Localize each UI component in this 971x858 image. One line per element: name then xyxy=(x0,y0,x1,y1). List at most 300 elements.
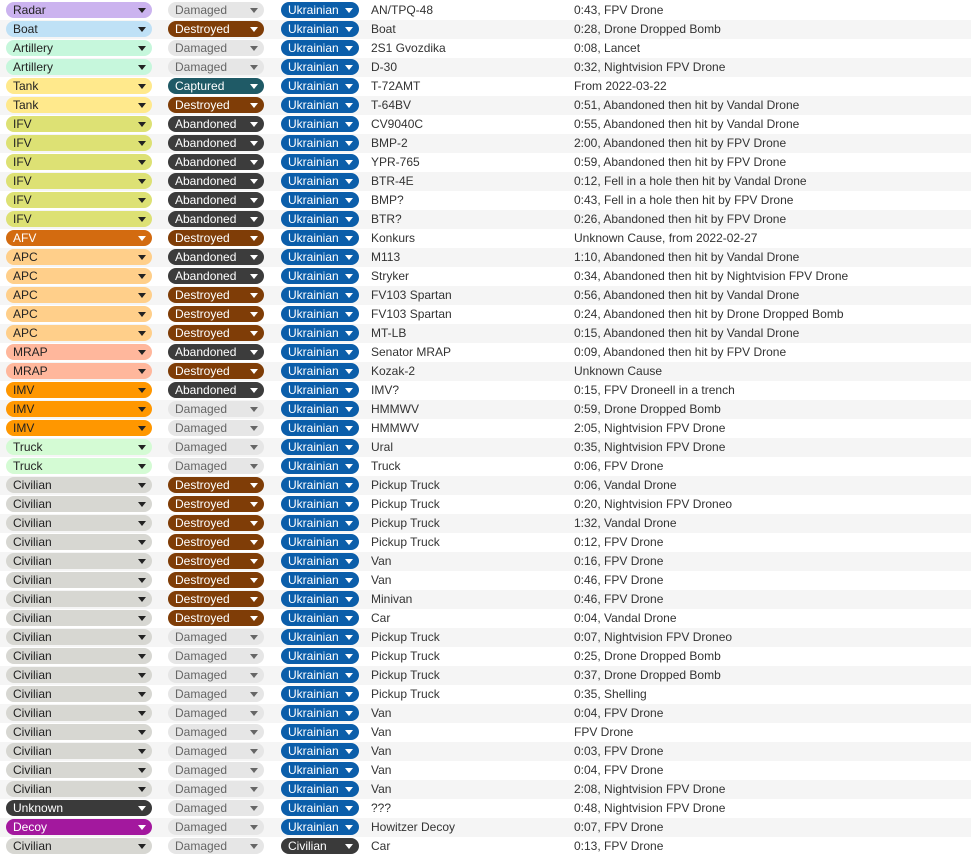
side-dropdown[interactable] xyxy=(281,325,359,341)
chevron-down-icon xyxy=(250,312,258,317)
side-value: Ukrainian xyxy=(288,98,339,112)
status-dropdown[interactable] xyxy=(168,192,264,208)
status-dropdown[interactable] xyxy=(168,59,264,75)
side-value: Ukrainian xyxy=(288,763,339,777)
cause-cell[interactable]: 0:55, Abandoned then hit by Vandal Drone xyxy=(574,117,800,131)
chevron-down-icon xyxy=(345,502,353,507)
status-dropdown[interactable] xyxy=(168,344,264,360)
chevron-down-icon xyxy=(345,8,353,13)
equipment-cell[interactable]: Pickup Truck xyxy=(371,668,440,682)
equipment-cell[interactable]: ??? xyxy=(371,801,392,815)
type-dropdown[interactable] xyxy=(6,477,152,493)
status-dropdown[interactable] xyxy=(168,724,264,740)
type-value: Civilian xyxy=(13,630,52,644)
status-dropdown[interactable] xyxy=(168,591,264,607)
type-value: Radar xyxy=(13,3,46,17)
chevron-down-icon xyxy=(345,426,353,431)
side-dropdown[interactable] xyxy=(281,496,359,512)
status-value: Damaged xyxy=(175,459,228,473)
cause-cell[interactable]: 0:13, FPV Drone xyxy=(574,839,664,853)
type-dropdown[interactable] xyxy=(6,610,152,626)
cause-cell[interactable]: 0:12, FPV Drone xyxy=(574,535,664,549)
table-row xyxy=(0,704,971,723)
chevron-down-icon xyxy=(250,217,258,222)
status-dropdown[interactable] xyxy=(168,515,264,531)
table-row xyxy=(0,590,971,609)
chevron-down-icon xyxy=(250,65,258,70)
status-dropdown[interactable] xyxy=(168,116,264,132)
table-row xyxy=(0,39,971,58)
cause-cell[interactable]: 0:03, FPV Drone xyxy=(574,744,664,758)
side-dropdown[interactable] xyxy=(281,382,359,398)
cause-cell[interactable]: 0:06, FPV Drone xyxy=(574,459,664,473)
type-dropdown[interactable] xyxy=(6,762,152,778)
chevron-down-icon xyxy=(138,388,146,393)
chevron-down-icon xyxy=(138,806,146,811)
cause-cell[interactable]: 0:04, FPV Drone xyxy=(574,763,664,777)
table-row xyxy=(0,419,971,438)
chevron-down-icon xyxy=(345,217,353,222)
cause-cell[interactable]: 0:09, Abandoned then hit by FPV Drone xyxy=(574,345,787,359)
side-value: Ukrainian xyxy=(288,364,339,378)
cause-cell[interactable]: 2:08, Nightvision FPV Drone xyxy=(574,782,726,796)
cause-cell[interactable]: 0:16, FPV Drone xyxy=(574,554,664,568)
chevron-down-icon xyxy=(345,673,353,678)
side-dropdown[interactable] xyxy=(281,287,359,303)
table-row xyxy=(0,457,971,476)
equipment-cell[interactable]: Howitzer Decoy xyxy=(371,820,456,834)
equipment-cell[interactable]: Van xyxy=(371,725,392,739)
side-value: Ukrainian xyxy=(288,535,339,549)
cause-cell[interactable]: 0:08, Lancet xyxy=(574,41,641,55)
type-value: Civilian xyxy=(13,706,52,720)
status-dropdown[interactable] xyxy=(168,439,264,455)
type-value: Civilian xyxy=(13,478,52,492)
status-dropdown[interactable] xyxy=(168,97,264,113)
cause-cell[interactable]: 1:32, Vandal Drone xyxy=(574,516,677,530)
type-dropdown[interactable] xyxy=(6,724,152,740)
equipment-cell[interactable]: Boat xyxy=(371,22,396,36)
status-dropdown[interactable] xyxy=(168,838,264,854)
type-dropdown[interactable] xyxy=(6,287,152,303)
status-dropdown[interactable] xyxy=(168,819,264,835)
equipment-cell[interactable]: FV103 Spartan xyxy=(371,288,452,302)
status-dropdown[interactable] xyxy=(168,306,264,322)
status-dropdown[interactable] xyxy=(168,648,264,664)
side-dropdown[interactable] xyxy=(281,344,359,360)
type-value: Civilian xyxy=(13,649,52,663)
equipment-cell[interactable]: Konkurs xyxy=(371,231,416,245)
equipment-cell[interactable]: Kozak-2 xyxy=(371,364,416,378)
cause-cell[interactable]: FPV Drone xyxy=(574,725,634,739)
status-dropdown[interactable] xyxy=(168,21,264,37)
type-dropdown[interactable] xyxy=(6,401,152,417)
type-dropdown[interactable] xyxy=(6,173,152,189)
cause-cell[interactable]: 0:12, Fell in a hole then hit by Vandal Drone xyxy=(574,174,807,188)
status-dropdown[interactable] xyxy=(168,477,264,493)
equipment-cell[interactable]: Car xyxy=(371,839,391,853)
side-dropdown[interactable] xyxy=(281,705,359,721)
cause-cell[interactable]: 0:51, Abandoned then hit by Vandal Drone xyxy=(574,98,800,112)
chevron-down-icon xyxy=(345,616,353,621)
status-dropdown[interactable] xyxy=(168,154,264,170)
type-dropdown[interactable] xyxy=(6,249,152,265)
equipment-cell[interactable]: Pickup Truck xyxy=(371,630,440,644)
side-dropdown[interactable] xyxy=(281,154,359,170)
side-dropdown[interactable] xyxy=(281,2,359,18)
chevron-down-icon xyxy=(250,103,258,108)
status-dropdown[interactable] xyxy=(168,230,264,246)
cause-cell[interactable]: 0:56, Abandoned then hit by Vandal Drone xyxy=(574,288,800,302)
status-dropdown[interactable] xyxy=(168,211,264,227)
table-row xyxy=(0,837,971,856)
cause-cell[interactable]: 0:59, Abandoned then hit by FPV Drone xyxy=(574,155,787,169)
side-dropdown[interactable] xyxy=(281,743,359,759)
status-value: Abandoned xyxy=(175,345,237,359)
side-dropdown[interactable] xyxy=(281,420,359,436)
type-dropdown[interactable] xyxy=(6,458,152,474)
type-dropdown[interactable] xyxy=(6,553,152,569)
chevron-down-icon xyxy=(250,464,258,469)
side-dropdown[interactable] xyxy=(281,458,359,474)
chevron-down-icon xyxy=(138,597,146,602)
side-dropdown[interactable] xyxy=(281,211,359,227)
side-dropdown[interactable] xyxy=(281,686,359,702)
equipment-cell[interactable]: BMP? xyxy=(371,193,404,207)
status-value: Damaged xyxy=(175,744,228,758)
type-dropdown[interactable] xyxy=(6,648,152,664)
type-dropdown[interactable] xyxy=(6,420,152,436)
cause-cell[interactable]: 0:25, Drone Dropped Bomb xyxy=(574,649,721,663)
type-dropdown[interactable] xyxy=(6,192,152,208)
equipment-cell[interactable]: YPR-765 xyxy=(371,155,420,169)
status-dropdown[interactable] xyxy=(168,249,264,265)
equipment-cell[interactable]: Van xyxy=(371,706,392,720)
status-dropdown[interactable] xyxy=(168,173,264,189)
table-row xyxy=(0,628,971,647)
side-dropdown[interactable] xyxy=(281,401,359,417)
type-dropdown[interactable] xyxy=(6,705,152,721)
equipment-cell[interactable]: MT-LB xyxy=(371,326,407,340)
status-dropdown[interactable] xyxy=(168,325,264,341)
side-dropdown[interactable] xyxy=(281,762,359,778)
side-dropdown[interactable] xyxy=(281,192,359,208)
type-value: Civilian xyxy=(13,497,52,511)
type-dropdown[interactable] xyxy=(6,97,152,113)
side-dropdown[interactable] xyxy=(281,572,359,588)
side-dropdown[interactable] xyxy=(281,40,359,56)
type-value: IMV xyxy=(13,402,35,416)
equipment-cell[interactable]: Stryker xyxy=(371,269,410,283)
status-dropdown[interactable] xyxy=(168,363,264,379)
chevron-down-icon xyxy=(345,711,353,716)
cause-cell[interactable]: 1:10, Abandoned then hit by Vandal Drone xyxy=(574,250,800,264)
chevron-down-icon xyxy=(345,692,353,697)
type-dropdown[interactable] xyxy=(6,496,152,512)
equipment-cell[interactable]: AN/TPQ-48 xyxy=(371,3,434,17)
type-dropdown[interactable] xyxy=(6,534,152,550)
type-dropdown[interactable] xyxy=(6,268,152,284)
cause-cell[interactable]: 0:48, Nightvision FPV Drone xyxy=(574,801,726,815)
type-dropdown[interactable] xyxy=(6,344,152,360)
type-value: Civilian xyxy=(13,535,52,549)
cause-cell[interactable]: 0:46, FPV Drone xyxy=(574,592,664,606)
side-dropdown[interactable] xyxy=(281,838,359,854)
side-value: Ukrainian xyxy=(288,744,339,758)
type-dropdown[interactable] xyxy=(6,781,152,797)
side-dropdown[interactable] xyxy=(281,173,359,189)
type-value: Boat xyxy=(13,22,38,36)
type-dropdown[interactable] xyxy=(6,838,152,854)
chevron-down-icon xyxy=(138,160,146,165)
equipment-cell[interactable]: CV9040C xyxy=(371,117,424,131)
cause-cell[interactable]: 0:06, Vandal Drone xyxy=(574,478,677,492)
type-value: Unknown xyxy=(13,801,64,815)
status-value: Damaged xyxy=(175,649,228,663)
table-row xyxy=(0,780,971,799)
side-value: Ukrainian xyxy=(288,573,339,587)
status-dropdown[interactable] xyxy=(168,572,264,588)
chevron-down-icon xyxy=(250,122,258,127)
cause-cell[interactable]: From 2022-03-22 xyxy=(574,79,667,93)
cause-cell[interactable]: 0:28, Drone Dropped Bomb xyxy=(574,22,721,36)
side-dropdown[interactable] xyxy=(281,667,359,683)
status-value: Damaged xyxy=(175,41,228,55)
equipment-cell[interactable]: D-30 xyxy=(371,60,398,74)
side-dropdown[interactable] xyxy=(281,439,359,455)
type-dropdown[interactable] xyxy=(6,2,152,18)
equipment-cell[interactable]: T-64BV xyxy=(371,98,412,112)
type-dropdown[interactable] xyxy=(6,667,152,683)
cause-cell[interactable]: 0:35, Shelling xyxy=(574,687,647,701)
side-dropdown[interactable] xyxy=(281,97,359,113)
chevron-down-icon xyxy=(250,255,258,260)
cause-cell[interactable]: 0:59, Drone Dropped Bomb xyxy=(574,402,721,416)
type-dropdown[interactable] xyxy=(6,819,152,835)
equipment-cell[interactable]: Van xyxy=(371,744,392,758)
equipment-cell[interactable]: FV103 Spartan xyxy=(371,307,452,321)
equipment-cell[interactable]: HMMWV xyxy=(371,421,419,435)
status-dropdown[interactable] xyxy=(168,800,264,816)
chevron-down-icon xyxy=(345,407,353,412)
chevron-down-icon xyxy=(250,274,258,279)
status-dropdown[interactable] xyxy=(168,686,264,702)
side-dropdown[interactable] xyxy=(281,268,359,284)
type-dropdown[interactable] xyxy=(6,591,152,607)
cause-cell[interactable]: 0:24, Abandoned then hit by Drone Dropped Bomb xyxy=(574,307,844,321)
type-value: IFV xyxy=(13,136,32,150)
chevron-down-icon xyxy=(345,236,353,241)
side-dropdown[interactable] xyxy=(281,21,359,37)
chevron-down-icon xyxy=(250,521,258,526)
side-dropdown[interactable] xyxy=(281,515,359,531)
table-row xyxy=(0,1,971,20)
cause-cell[interactable]: 0:35, Nightvision FPV Drone xyxy=(574,440,726,454)
status-dropdown[interactable] xyxy=(168,496,264,512)
type-dropdown[interactable] xyxy=(6,572,152,588)
equipment-cell[interactable]: T-72AMT xyxy=(371,79,421,93)
side-dropdown[interactable] xyxy=(281,116,359,132)
status-dropdown[interactable] xyxy=(168,382,264,398)
chevron-down-icon xyxy=(250,597,258,602)
cause-cell[interactable]: 0:32, Nightvision FPV Drone xyxy=(574,60,726,74)
equipment-cell[interactable]: Pickup Truck xyxy=(371,649,440,663)
equipment-cell[interactable]: Pickup Truck xyxy=(371,516,440,530)
type-dropdown[interactable] xyxy=(6,230,152,246)
status-dropdown[interactable] xyxy=(168,534,264,550)
status-value: Damaged xyxy=(175,421,228,435)
cause-cell[interactable]: 2:05, Nightvision FPV Drone xyxy=(574,421,726,435)
equipment-cell[interactable]: Senator MRAP xyxy=(371,345,452,359)
equipment-cell[interactable]: Van xyxy=(371,763,392,777)
cause-cell[interactable]: 0:26, Abandoned then hit by FPV Drone xyxy=(574,212,787,226)
type-dropdown[interactable] xyxy=(6,306,152,322)
side-dropdown[interactable] xyxy=(281,306,359,322)
chevron-down-icon xyxy=(345,844,353,849)
cause-cell[interactable]: 0:34, Abandoned then hit by Nightvision FPV Drone xyxy=(574,269,849,283)
status-dropdown[interactable] xyxy=(168,268,264,284)
chevron-down-icon xyxy=(250,616,258,621)
equipment-cell[interactable]: Ural xyxy=(371,440,394,454)
status-dropdown[interactable] xyxy=(168,743,264,759)
type-dropdown[interactable] xyxy=(6,116,152,132)
type-value: Civilian xyxy=(13,592,52,606)
side-dropdown[interactable] xyxy=(281,534,359,550)
cause-cell[interactable]: 0:04, FPV Drone xyxy=(574,706,664,720)
status-dropdown[interactable] xyxy=(168,40,264,56)
cause-cell[interactable]: 0:07, FPV Drone xyxy=(574,820,664,834)
status-dropdown[interactable] xyxy=(168,2,264,18)
type-dropdown[interactable] xyxy=(6,211,152,227)
status-dropdown[interactable] xyxy=(168,629,264,645)
status-dropdown[interactable] xyxy=(168,420,264,436)
status-dropdown[interactable] xyxy=(168,762,264,778)
status-value: Damaged xyxy=(175,3,228,17)
type-dropdown[interactable] xyxy=(6,154,152,170)
cause-cell[interactable]: Unknown Cause, from 2022-02-27 xyxy=(574,231,758,245)
status-dropdown[interactable] xyxy=(168,287,264,303)
type-dropdown[interactable] xyxy=(6,629,152,645)
cause-cell[interactable]: 0:37, Drone Dropped Bomb xyxy=(574,668,721,682)
side-dropdown[interactable] xyxy=(281,553,359,569)
table-row xyxy=(0,210,971,229)
type-dropdown[interactable] xyxy=(6,800,152,816)
status-dropdown[interactable] xyxy=(168,667,264,683)
equipment-cell[interactable]: Pickup Truck xyxy=(371,535,440,549)
status-dropdown[interactable] xyxy=(168,610,264,626)
equipment-cell[interactable]: M113 xyxy=(371,250,401,264)
equipment-cell[interactable]: Minivan xyxy=(371,592,413,606)
side-dropdown[interactable] xyxy=(281,249,359,265)
equipment-cell[interactable]: IMV? xyxy=(371,383,400,397)
equipment-cell[interactable]: Car xyxy=(371,611,391,625)
equipment-cell[interactable]: HMMWV xyxy=(371,402,419,416)
side-dropdown[interactable] xyxy=(281,477,359,493)
side-dropdown[interactable] xyxy=(281,629,359,645)
side-dropdown[interactable] xyxy=(281,648,359,664)
status-dropdown[interactable] xyxy=(168,401,264,417)
type-dropdown[interactable] xyxy=(6,439,152,455)
equipment-cell[interactable]: Van xyxy=(371,573,392,587)
side-value: Ukrainian xyxy=(288,497,339,511)
type-dropdown[interactable] xyxy=(6,78,152,94)
cause-cell[interactable]: 0:07, Nightvision FPV Droneo xyxy=(574,630,733,644)
status-dropdown[interactable] xyxy=(168,78,264,94)
cause-cell[interactable]: 0:43, Fell in a hole then hit by FPV Drone xyxy=(574,193,794,207)
cause-cell[interactable]: 0:04, Vandal Drone xyxy=(574,611,677,625)
equipment-cell[interactable]: Truck xyxy=(371,459,401,473)
side-dropdown[interactable] xyxy=(281,800,359,816)
type-dropdown[interactable] xyxy=(6,382,152,398)
status-dropdown[interactable] xyxy=(168,135,264,151)
side-dropdown[interactable] xyxy=(281,781,359,797)
status-value: Abandoned xyxy=(175,174,237,188)
side-value: Ukrainian xyxy=(288,687,339,701)
cause-cell[interactable]: 2:00, Abandoned then hit by FPV Drone xyxy=(574,136,787,150)
chevron-down-icon xyxy=(138,103,146,108)
status-dropdown[interactable] xyxy=(168,781,264,797)
side-dropdown[interactable] xyxy=(281,591,359,607)
cause-cell[interactable]: Unknown Cause xyxy=(574,364,663,378)
cause-cell[interactable]: 0:46, FPV Drone xyxy=(574,573,664,587)
equipment-cell[interactable]: Van xyxy=(371,782,392,796)
equipment-cell[interactable]: BTR-4E xyxy=(371,174,414,188)
chevron-down-icon xyxy=(138,65,146,70)
cause-cell[interactable]: 0:43, FPV Drone xyxy=(574,3,664,17)
type-dropdown[interactable] xyxy=(6,40,152,56)
type-dropdown[interactable] xyxy=(6,135,152,151)
type-dropdown[interactable] xyxy=(6,363,152,379)
table-row xyxy=(0,248,971,267)
cause-cell[interactable]: 0:15, Abandoned then hit by Vandal Drone xyxy=(574,326,800,340)
chevron-down-icon xyxy=(345,293,353,298)
side-dropdown[interactable] xyxy=(281,610,359,626)
type-value: Artillery xyxy=(13,41,54,55)
type-dropdown[interactable] xyxy=(6,515,152,531)
status-dropdown[interactable] xyxy=(168,553,264,569)
equipment-cell[interactable]: Pickup Truck xyxy=(371,478,440,492)
side-dropdown[interactable] xyxy=(281,724,359,740)
equipment-cell[interactable]: BMP-2 xyxy=(371,136,408,150)
type-dropdown[interactable] xyxy=(6,686,152,702)
equipment-cell[interactable]: BTR? xyxy=(371,212,402,226)
table-row xyxy=(0,609,971,628)
table-row xyxy=(0,438,971,457)
side-dropdown[interactable] xyxy=(281,78,359,94)
table-row xyxy=(0,172,971,191)
equipment-cell[interactable]: Pickup Truck xyxy=(371,497,440,511)
table-row xyxy=(0,533,971,552)
type-dropdown[interactable] xyxy=(6,59,152,75)
type-dropdown[interactable] xyxy=(6,325,152,341)
side-dropdown[interactable] xyxy=(281,819,359,835)
chevron-down-icon xyxy=(138,255,146,260)
type-dropdown[interactable] xyxy=(6,743,152,759)
type-dropdown[interactable] xyxy=(6,21,152,37)
cause-cell[interactable]: 0:20, Nightvision FPV Droneo xyxy=(574,497,733,511)
side-dropdown[interactable] xyxy=(281,363,359,379)
side-dropdown[interactable] xyxy=(281,59,359,75)
equipment-cell[interactable]: 2S1 Gvozdika xyxy=(371,41,446,55)
side-dropdown[interactable] xyxy=(281,230,359,246)
status-dropdown[interactable] xyxy=(168,705,264,721)
side-dropdown[interactable] xyxy=(281,135,359,151)
equipment-cell[interactable]: Pickup Truck xyxy=(371,687,440,701)
cause-cell[interactable]: 0:15, FPV Droneell in a trench xyxy=(574,383,735,397)
status-dropdown[interactable] xyxy=(168,458,264,474)
side-value: Ukrainian xyxy=(288,440,339,454)
equipment-cell[interactable]: Van xyxy=(371,554,392,568)
